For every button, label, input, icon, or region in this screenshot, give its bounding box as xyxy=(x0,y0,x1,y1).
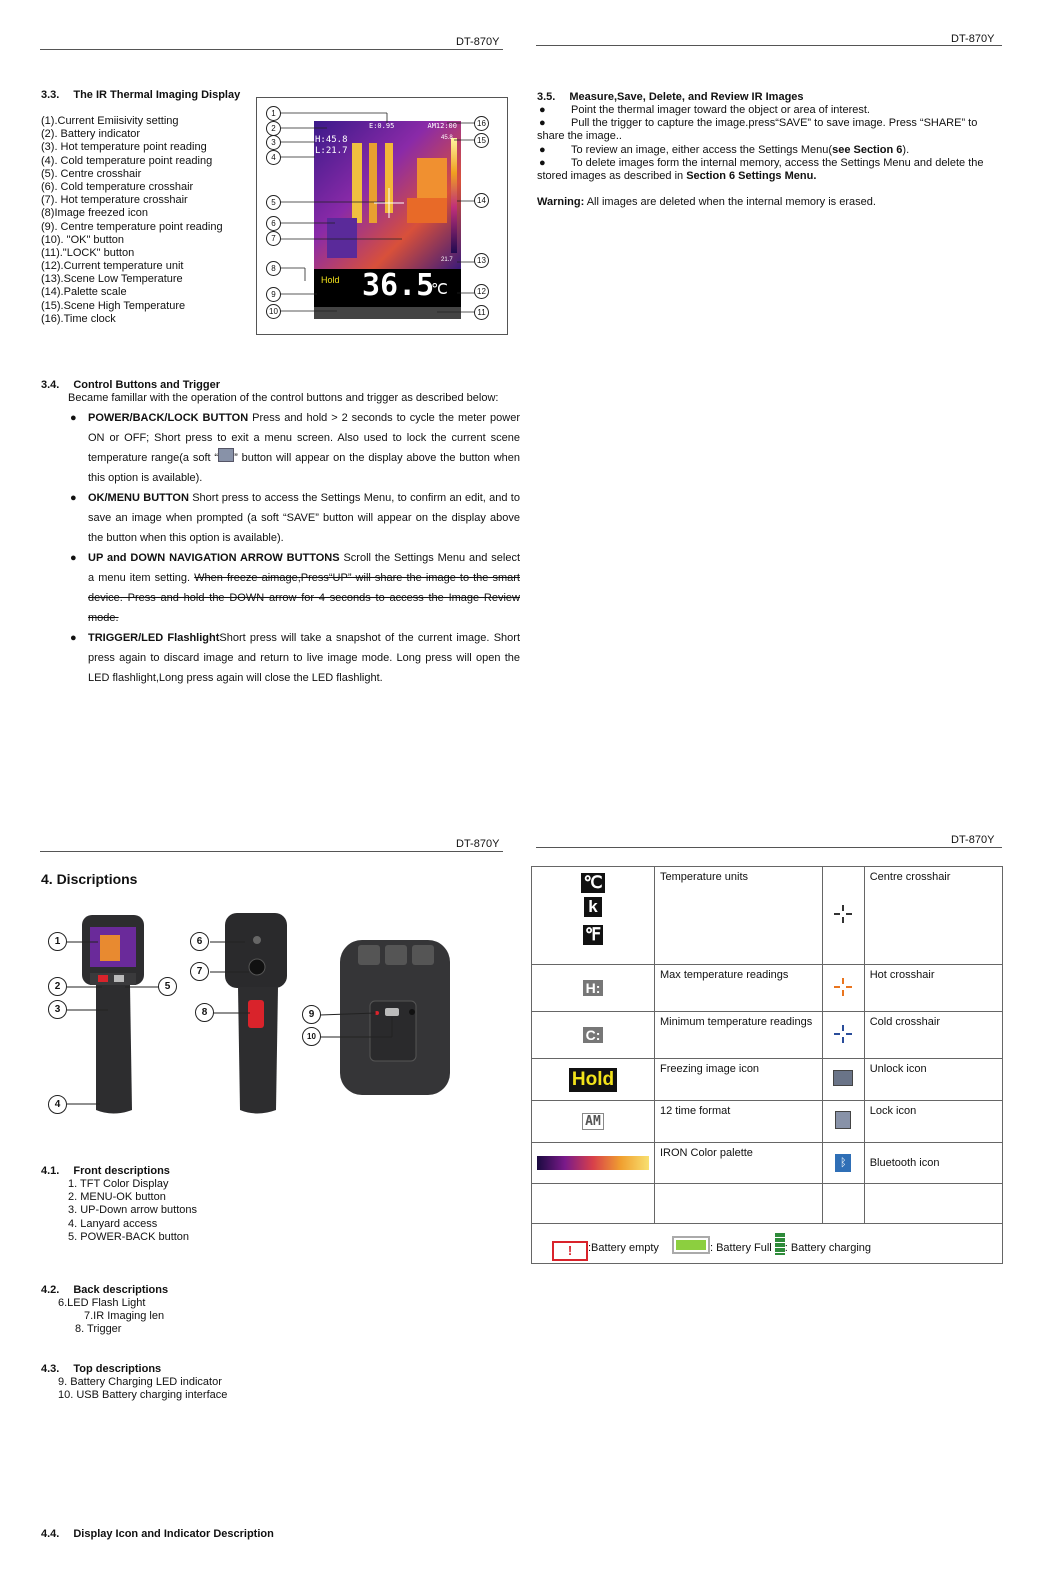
lock-icon xyxy=(835,1111,851,1129)
header-rule xyxy=(40,851,503,852)
page2-header-left: DT-870Y xyxy=(456,838,500,850)
time-clock: AM12:00 xyxy=(427,122,457,130)
bullet-item: ● UP and DOWN NAVIGATION ARROW BUTTONS Scroll the Settings Menu and select a menu item setting. When freeze aimage,Press“UP” will share the image to the smart device. Press and hold the DOWN arrow for 4 seconds to access the Image Review mode. xyxy=(70,552,520,624)
callout-13: 13 xyxy=(474,253,489,268)
table-cell xyxy=(864,1184,1002,1224)
section-4-4-heading: 4.4. Display Icon and Indicator Description xyxy=(41,1528,274,1540)
bullet-item: ● To review an image, either access the Settings Menu(see Section 6). xyxy=(539,143,910,156)
callout-5: 5 xyxy=(266,195,281,210)
list-item: (7). Hot temperature crosshair xyxy=(41,194,188,207)
list-item: (10). "OK" button xyxy=(41,233,125,246)
section-4-2-heading: 4.2. Back descriptions xyxy=(41,1284,169,1296)
table-cell: Cold crosshair xyxy=(864,1012,1002,1059)
hold-icon: Hold xyxy=(569,1068,617,1092)
cold-crosshair-icon xyxy=(833,1024,853,1044)
table-cell: Hot crosshair xyxy=(864,965,1002,1012)
table-row xyxy=(532,965,1003,1012)
table-row xyxy=(532,867,1003,965)
callout-6: 6 xyxy=(266,216,281,231)
icon-cell xyxy=(822,1059,864,1101)
table-cell: Temperature units xyxy=(655,867,823,965)
header-rule xyxy=(40,49,503,50)
section-3-5-body xyxy=(537,104,999,209)
kelvin-icon: k xyxy=(584,897,601,917)
scene-high-temp: 45.8 xyxy=(441,135,453,141)
bullet-item: ● POWER/BACK/LOCK BUTTON Press and hold > 2 seconds to cycle the meter power ON or OFF; Short press to exit a menu screen. Also used to lock the current scene temperature range(a soft “ ” button will appear on the display above the button when this option is available). xyxy=(70,412,520,484)
list-item: 10. USB Battery charging interface xyxy=(58,1389,228,1402)
table-row xyxy=(532,1012,1003,1059)
battery-legend-cell xyxy=(532,1224,1003,1264)
list-item: (4). Cold temperature point reading xyxy=(41,154,213,167)
list-item: (1).Current Emiisivity setting xyxy=(41,115,179,127)
table-cell: Max temperature readings xyxy=(655,965,823,1012)
list-item: 9. Battery Charging LED indicator xyxy=(58,1376,222,1388)
battery-charging-icon xyxy=(775,1233,785,1255)
table-cell: 12 time format xyxy=(655,1101,823,1143)
callout-7: 7 xyxy=(266,231,281,246)
list-item: (15).Scene High Temperature xyxy=(41,299,186,312)
callout-16: 16 xyxy=(474,116,489,131)
scene-low-temp: 21.7 xyxy=(441,257,453,263)
callout-10: 10 xyxy=(266,304,281,319)
section-3-4-bullets xyxy=(70,408,520,688)
device-callout-8: 8 xyxy=(195,1003,214,1022)
list-item: (16).Time clock xyxy=(41,312,116,325)
battery-full-icon xyxy=(672,1236,710,1254)
callout-11: 11 xyxy=(474,305,489,320)
thermal-display-figure xyxy=(256,97,508,335)
list-item: 6.LED Flash Light xyxy=(58,1297,146,1309)
callout-15: 15 xyxy=(474,133,489,148)
header-rule xyxy=(536,45,1002,46)
unit-glyphs-cell xyxy=(532,867,655,965)
device-callout-1: 1 xyxy=(48,932,67,951)
table-cell: Bluetooth icon xyxy=(864,1143,1002,1184)
table-row xyxy=(532,1101,1003,1143)
section-3-4-heading: 3.4. Control Buttons and Trigger xyxy=(41,379,221,391)
section-4-1-heading: 4.1. Front descriptions xyxy=(41,1165,170,1177)
centre-temp-reading: 36.5 xyxy=(362,268,435,303)
bullet-item: ● Point the thermal imager toward the object or area of interest. xyxy=(539,104,870,116)
table-cell: Lock icon xyxy=(864,1101,1002,1143)
list-item: 4. Lanyard access xyxy=(68,1217,158,1230)
header-rule xyxy=(536,847,1002,848)
hot-crosshair-icon xyxy=(833,977,853,997)
icon-cell xyxy=(822,1101,864,1143)
warning-note: Warning: All images are deleted when the internal memory is erased. xyxy=(537,196,876,209)
section-3-3-list xyxy=(41,115,223,326)
table-row xyxy=(532,1184,1003,1224)
icon-cell xyxy=(532,1143,655,1184)
section-4-3-heading: 4.3. Top descriptions xyxy=(41,1363,162,1375)
device-callout-6: 6 xyxy=(190,932,209,951)
hot-cold-readings xyxy=(315,135,348,157)
battery-charging-label: : Battery charging xyxy=(784,1242,872,1254)
bullet-item: ● TRIGGER/LED FlashlightShort press will take a snapshot of the current image. Short press again to discard image and return to live image mode. Long press will open the LED flashlight,Long press again will close the LED flashlight. xyxy=(70,632,520,684)
list-item: 3. UP-Down arrow buttons xyxy=(68,1204,197,1217)
list-item: (11)."LOCK" button xyxy=(41,246,135,259)
device-drawing xyxy=(40,905,510,1120)
icon-cell xyxy=(532,1012,655,1059)
section-4-2-list xyxy=(58,1297,164,1337)
page1-header-right: DT-870Y xyxy=(951,33,995,45)
screen-status-bar xyxy=(315,122,461,132)
section-4-1-list xyxy=(68,1178,197,1244)
iron-palette-bar xyxy=(537,1156,649,1170)
device-callout-2: 2 xyxy=(48,977,67,996)
bullet-item: ● Pull the trigger to capture the image.press“SAVE” to save image. Press “SHARE” to share the image.. xyxy=(537,117,978,143)
callout-14: 14 xyxy=(474,193,489,208)
table-cell: Minimum temperature readings xyxy=(655,1012,823,1059)
icon-cell xyxy=(532,1059,655,1101)
battery-full-label: : Battery Full xyxy=(709,1242,772,1254)
table-cell xyxy=(822,1184,864,1224)
temp-unit: ℃ xyxy=(431,281,448,298)
device-callout-3: 3 xyxy=(48,1000,67,1019)
table-cell: IRON Color palette xyxy=(655,1143,823,1184)
device-callout-7: 7 xyxy=(190,962,209,981)
section-3-4-intro: Became famillar with the operation of the control buttons and trigger as described below: xyxy=(68,392,499,404)
bluetooth-icon: ᛒ xyxy=(835,1154,851,1172)
list-item: (3). Hot temperature point reading xyxy=(41,141,207,154)
page1-header-left: DT-870Y xyxy=(456,36,500,48)
table-row xyxy=(532,1059,1003,1101)
list-item: (14).Palette scale xyxy=(41,286,127,299)
list-item: (6). Cold temperature crosshair xyxy=(41,180,194,193)
cold-reading: L:21.7 xyxy=(315,146,348,156)
unlock-icon xyxy=(833,1070,853,1086)
max-temp-icon: H: xyxy=(583,980,604,996)
bullet-item: ● To delete images form the internal memory, access the Settings Menu and delete the stored images as described in Section 6 Settings Menu. xyxy=(537,156,984,183)
icon-cell xyxy=(822,1012,864,1059)
list-item: 1. TFT Color Display xyxy=(68,1178,169,1190)
icon-cell xyxy=(822,1143,864,1184)
battery-empty-label: :Battery empty xyxy=(588,1242,659,1254)
icon-cell xyxy=(822,965,864,1012)
table-cell: Freezing image icon xyxy=(655,1059,823,1101)
device-callout-10: 10 xyxy=(302,1027,321,1046)
fahrenheit-icon: ℉ xyxy=(584,925,602,944)
device-illustrations xyxy=(40,905,510,1120)
battery-empty-icon: ! xyxy=(552,1241,588,1261)
centre-crosshair-icon xyxy=(833,904,853,924)
list-item: 8. Trigger xyxy=(75,1323,122,1336)
list-item: 2. MENU-OK button xyxy=(68,1191,166,1204)
icon-description-table xyxy=(531,866,1003,1264)
table-cell: Unlock icon xyxy=(864,1059,1002,1101)
callout-9: 9 xyxy=(266,287,281,302)
list-item: (5). Centre crosshair xyxy=(41,167,142,180)
section-4-title: 4. Discriptions xyxy=(41,871,138,887)
page2-header-right: DT-870Y xyxy=(951,834,995,846)
am-icon: AM xyxy=(582,1113,604,1130)
callout-8: 8 xyxy=(266,261,281,276)
table-cell: Centre crosshair xyxy=(864,867,1002,965)
callout-1: 1 xyxy=(266,106,281,121)
callout-12: 12 xyxy=(474,284,489,299)
list-item: 5. POWER-BACK button xyxy=(68,1230,190,1243)
callout-2: 2 xyxy=(266,121,281,136)
section-4-3-list xyxy=(58,1376,227,1402)
hot-reading: H:45.8 xyxy=(315,135,348,145)
list-item: 7.IR Imaging len xyxy=(84,1310,165,1323)
list-item: (2). Battery indicator xyxy=(41,128,141,141)
device-callout-9: 9 xyxy=(302,1005,321,1024)
lock-icon xyxy=(218,448,234,462)
callout-3: 3 xyxy=(266,135,281,150)
bullet-item: ● OK/MENU BUTTON Short press to access the Settings Menu, to confirm an edit, and to save an image when prompted (a soft “SAVE” button will appear on the display above the button when this option is available). xyxy=(70,492,520,544)
list-item: (9). Centre temperature point reading xyxy=(41,220,223,233)
celsius-icon: ℃ xyxy=(583,873,603,892)
min-temp-icon: C: xyxy=(583,1027,604,1043)
icon-cell xyxy=(532,1101,655,1143)
table-cell xyxy=(532,1184,655,1224)
table-cell xyxy=(655,1184,823,1224)
section-3-5-heading: 3.5. Measure,Save, Delete, and Review IR Images xyxy=(537,91,804,103)
section-3-3-heading: 3.3. The IR Thermal Imaging Display xyxy=(41,89,241,101)
device-callout-5: 5 xyxy=(158,977,177,996)
device-callout-4: 4 xyxy=(48,1095,67,1114)
list-item: (13).Scene Low Temperature xyxy=(41,273,183,286)
list-item: (12).Current temperature unit xyxy=(41,260,184,273)
icon-cell xyxy=(532,965,655,1012)
hold-icon: Hold xyxy=(321,275,340,285)
list-item: (8)Image freezed icon xyxy=(41,207,148,220)
emissivity-reading: E:0.95 xyxy=(369,122,395,130)
table-row xyxy=(532,1224,1003,1264)
callout-4: 4 xyxy=(266,150,281,165)
table-row xyxy=(532,1143,1003,1184)
icon-cell xyxy=(822,867,864,965)
